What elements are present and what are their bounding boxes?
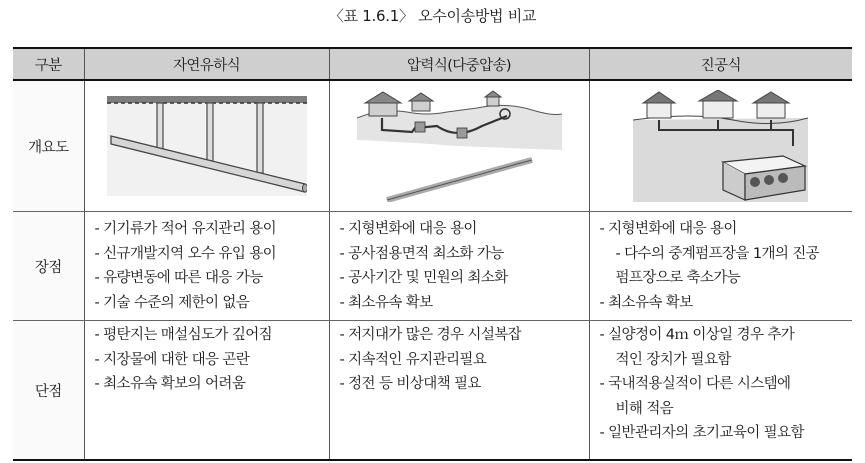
header-vacuum: 진공식 <box>589 48 852 80</box>
list-item: - 신규개발지역 오수 유입 용이 <box>94 245 277 262</box>
gravity-disadvantages-cell <box>84 321 329 461</box>
vacuum-disadvantages-list <box>590 323 853 446</box>
vacuum-disadvantages-cell <box>589 321 852 461</box>
list-item <box>600 266 847 291</box>
list-item: - 평탄지는 매설심도가 깊어짐 <box>94 327 273 343</box>
list-item: - 국내적용실적이 다른 시스템에 <box>599 376 791 392</box>
pressure-sewer-diagram <box>357 90 562 202</box>
comparison-table <box>13 47 852 461</box>
list-item: - 유량변동에 따른 대응 가능 <box>94 270 263 286</box>
list-item: - 공사기간 및 민원의 최소화 <box>339 270 508 286</box>
list-item: - 지형변화에 대응 용이 <box>599 221 737 237</box>
list-item: - 지장물에 대한 대응 곤란 <box>94 351 250 368</box>
table-row <box>13 80 852 212</box>
gravity-disadvantages-list <box>85 323 329 397</box>
row-label-overview: 개요도 <box>13 80 84 212</box>
pressure-disadvantages-list <box>330 323 589 397</box>
vacuum-advantages-cell <box>589 212 852 321</box>
header-pressure: 압력식(다중압송) <box>329 48 589 80</box>
gravity-advantages-cell <box>84 212 329 321</box>
list-item: - 실양정이 4ｍ 이상일 경우 추가 <box>599 327 795 343</box>
table-row <box>13 212 852 321</box>
pressure-advantages-cell <box>329 212 589 321</box>
vacuum-advantages-list <box>590 217 853 315</box>
vacuum-sewer-diagram <box>633 90 808 202</box>
table-row <box>13 321 852 461</box>
list-item: - 지형변화에 대응 용이 <box>339 221 477 237</box>
pressure-advantages-list <box>330 217 589 315</box>
list-item-continuation: 펌프장으로 축소가능 <box>615 270 741 286</box>
list-item-continuation: - 다수의 중계펌프장을 1개의 진공 <box>615 245 820 262</box>
pressure-diagram-cell <box>329 80 589 212</box>
table-caption: 〈표 1.6.1〉 오수이송방법 비교 <box>328 7 537 25</box>
header-category: 구분 <box>13 48 84 80</box>
list-item <box>600 242 847 267</box>
list-item: - 기술 수준의 제한이 없음 <box>94 294 250 311</box>
list-item: - 정전 등 비상대책 필요 <box>339 376 481 392</box>
list-item: - 최소유속 확보 <box>339 294 433 311</box>
list-item-continuation: 적인 장치가 필요함 <box>615 351 731 368</box>
list-item: - 저지대가 많은 경우 시설복잡 <box>339 327 522 343</box>
header-row <box>13 48 852 80</box>
list-item: - 공사점용면적 최소화 가능 <box>339 245 504 262</box>
row-label-advantages: 장점 <box>13 212 84 321</box>
pressure-disadvantages-cell <box>329 321 589 461</box>
list-item: - 최소유속 확보 <box>599 294 693 311</box>
gravity-diagram-cell <box>84 80 329 212</box>
list-item: - 기기류가 적어 유지관리 용이 <box>94 221 277 237</box>
list-item-continuation: 비해 적음 <box>615 400 674 417</box>
list-item: - 일반관리자의 초기교육이 필요함 <box>599 425 804 441</box>
row-label-disadvantages: 단점 <box>13 321 84 461</box>
gravity-advantages-list <box>85 217 329 315</box>
list-item: - 최소유속 확보의 어려움 <box>94 376 246 392</box>
gravity-sewer-diagram <box>107 96 307 196</box>
header-gravity: 자연유하식 <box>84 48 329 80</box>
vacuum-diagram-cell <box>589 80 852 212</box>
list-item: - 지속적인 유지관리필요 <box>339 351 487 368</box>
list-item <box>600 397 847 422</box>
list-item <box>600 348 847 373</box>
